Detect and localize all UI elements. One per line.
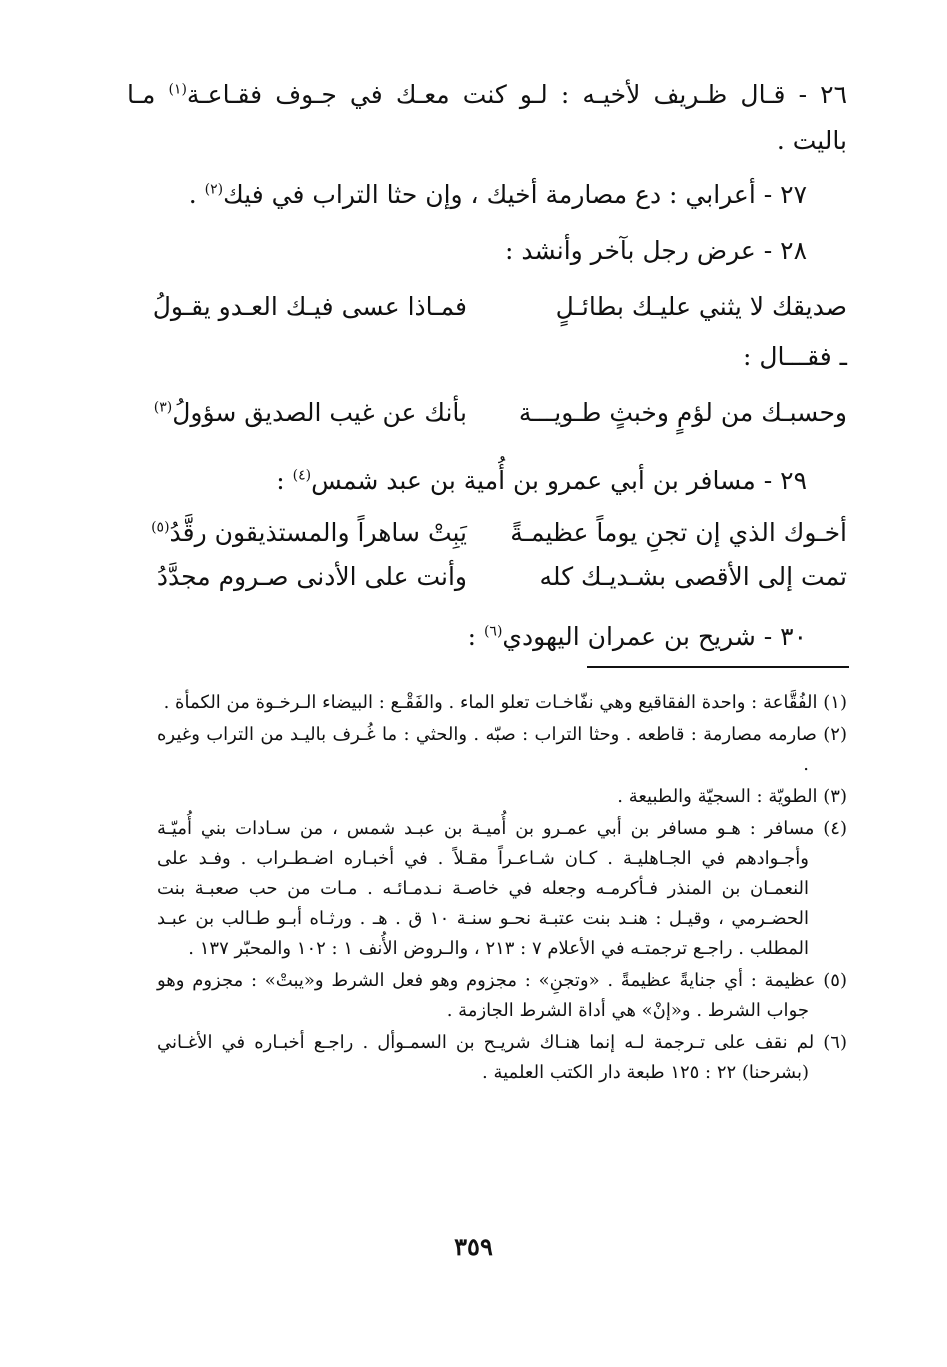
footnotes xyxy=(157,688,847,1090)
item-29 xyxy=(127,460,847,502)
item-30 xyxy=(127,616,847,658)
main-text xyxy=(127,72,847,658)
item-27 xyxy=(127,174,847,216)
item-26-text-2: باليت . xyxy=(776,126,847,155)
item-29-end: : xyxy=(276,466,293,495)
verse-2-second-hemistich xyxy=(127,392,467,434)
item-29-text: ٢٩ - مسافر بن أبي عمرو بن أُمية بن عبد شمس xyxy=(311,466,807,495)
said-text: ـ فقـــال : xyxy=(743,342,847,371)
footnote-1: (١) الفُقَّاعة : واحدة الفقاقيع وهي نفّاخـات تعلو الماء . والفَقْـع : البيضاء الـرخـوة من الكمأة . xyxy=(163,692,847,713)
verse-3-second-text: يَبِتْ ساهراً والمستذيقون رقَّدُ xyxy=(169,518,467,547)
verse-4 xyxy=(127,556,847,598)
footnote-ref-5: (٥) xyxy=(151,519,170,536)
item-26 xyxy=(127,72,847,164)
verse-3-second-hemistich xyxy=(127,512,467,554)
footnote-ref-1: (١) xyxy=(168,81,187,98)
item-28 xyxy=(127,230,847,272)
footnote-ref-4: (٤) xyxy=(292,467,312,484)
verse-2 xyxy=(127,392,847,434)
said-line xyxy=(127,336,847,378)
footnote-5: (٥) عظيمة : أي جنايةً عظيمةً . «وتجنِ» : مجزوم وهو فعل الشرط و«يبتْ» : مجزوم وهو جواب الشرط . و«إنْ» هي أداة الشرط الجازمة . xyxy=(157,970,847,1021)
verse-1-first-hemistich: صديقك لا يثني عليـك بطائـلٍ xyxy=(555,292,847,321)
footnote-6: (٦) لم نقف على تـرجمة لـه إنما هنـاك شريـح بن السمـوأل . راجـع أخبـاره في الأغـاني (بشرحنا) ٢٢ : ١٢٥ طبعة دار الكتب العلمية . xyxy=(157,1032,847,1083)
footnote-4: (٤) مسافر : هـو مسافر بن أبي عمـرو بن أُميـة بن عبـد شمس ، من سـادات بني أُميّـة وأجـوادهم في الجـاهليـة . كـان شـاعـراً مقـلاً . في أخبـاره اضـطـراب . وفـد على النعمـان بن المنذر فـأكرمـه وجعله في خاصـة نـدمـائـه . مـات من حب صعبـة بنت الحضـرمي ، وقيـل : هنـد بنت عتبـة نحـو سنـة ١٠ ق . هـ . ورثـاه أبـو طـالب بن عبـد المطلب . راجـع ترجمتـه في الأعلام ٧ : ٢١٣ ، والـروض الأُنف ١ : ١٠٢ والمحبّر ١٣٧ . xyxy=(157,818,847,959)
footnote-2: (٢) صارمه مصارمة : قاطعه . وحثا التراب : صبّه . والحثي : ما غُـرف باليـد من التراب وغيره . xyxy=(157,724,847,775)
footnote-ref-6: (٦) xyxy=(483,623,503,640)
footnote-3: (٣) الطويّة : السجيّة والطبيعة . xyxy=(617,786,847,807)
item-30-end: : xyxy=(467,622,484,651)
item-28-text: ٢٨ - عرض رجل بآخر وأنشد : xyxy=(504,236,807,265)
verse-1-second-hemistich: فمـاذا عسى فيـك العـدو يقـولُ xyxy=(152,292,467,321)
verse-3-first-hemistich: أخـوك الذي إن تجنِ يوماً عظيمـةً xyxy=(510,518,847,547)
page-number: ٣٥٩ xyxy=(454,1232,493,1261)
item-27-text: ٢٧ - أعرابي : دع مصارمة أخيك ، وإن حثا التراب في فيك xyxy=(223,180,807,209)
verse-2-second-text: بأنك عن غيب الصديق سؤولُ xyxy=(172,398,467,427)
verse-4-first-hemistich: تمت إلى الأقصى بشـديـك كله xyxy=(539,562,847,591)
verse-3 xyxy=(127,512,847,554)
footnote-separator xyxy=(587,666,849,668)
item-27-end: . xyxy=(188,180,205,209)
item-26-text: ٢٦ - قـال ظـريف لأخيـه : لـو كنت معـك في جـوف فقـاعـة xyxy=(186,80,848,109)
item-26-text-end: مـا xyxy=(127,80,169,109)
footnote-ref-3: (٣) xyxy=(153,399,173,416)
item-30-text: ٣٠ - شريح بن عمران اليهودي xyxy=(502,622,807,651)
verse-4-second-hemistich: وأنت على الأدنى صـروم مجدَّدُ xyxy=(156,562,467,591)
footnote-ref-2: (٢) xyxy=(204,181,224,198)
verse-1 xyxy=(127,286,847,328)
verse-2-first-hemistich: وحسبـك من لؤمٍ وخبثٍ طـويـــة xyxy=(518,398,847,427)
